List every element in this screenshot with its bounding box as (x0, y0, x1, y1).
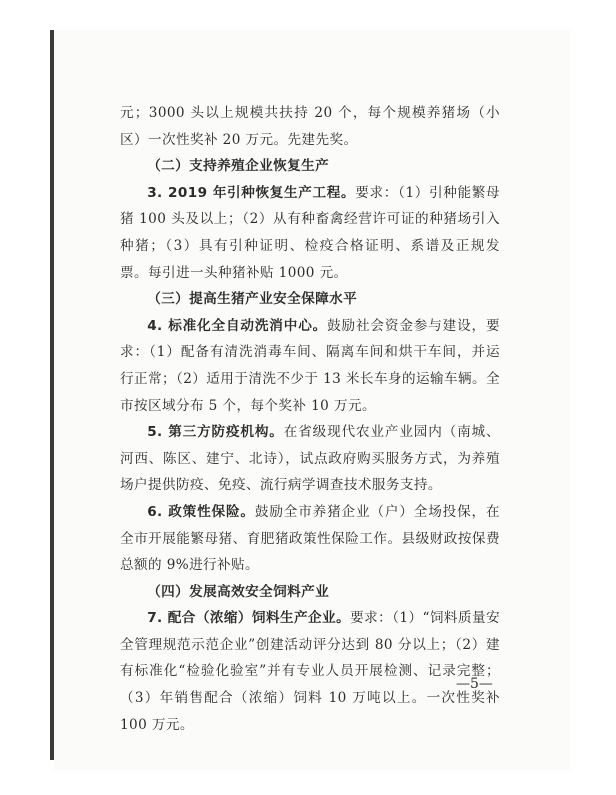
document-body (120, 100, 500, 738)
section-heading-2: （二）支持养殖企业恢复生产 (147, 158, 330, 175)
item-6-title: 6. 政策性保险。 (147, 503, 255, 520)
item-5-body: 在省级现代农业产业园内（南城、河西、陈区、建宁、北诗），试点政府购买服务方式，为养殖场户提供防疫、免疫、流行病学调查技术服务支持。 (120, 424, 500, 494)
item-4-title: 4. 标准化全自动洗消中心。 (147, 317, 328, 334)
item-5-title: 5. 第三方防疫机构。 (147, 424, 284, 441)
item-7-title: 7. 配合（浓缩）饲料生产企业。 (147, 610, 351, 627)
item-5 (120, 419, 500, 499)
item-6 (120, 499, 500, 579)
section-heading-4: （四）发展高效安全饲料产业 (147, 583, 330, 600)
item-3-body: 要求：（1）引种能繁母猪 100 头及以上；（2）从有种畜禽经营许可证的种猪场引入种猪；（3）具有引种证明、检疫合格证明、系谱及正规发票。每引进一头种猪补贴 1000 元。 (120, 184, 500, 281)
page-number: —5— (456, 676, 493, 692)
section-heading-3: （三）提高生猪产业安全保障水平 (147, 291, 358, 308)
item-7 (120, 605, 500, 738)
item-7-body: 要求：（1）“饲料质量安全管理规范示范企业”创建活动评分达到 80 分以上；（2）建有标准化“检验化验室”并有专业人员开展检测、记录完整；（3）年销售配合（浓缩）饲料 10 万吨以上。一次性奖补 100 万元。 (120, 610, 500, 733)
paragraph-continuation: 元；3000 头以上规模共扶持 20 个，每个规模养猪场（小区）一次性奖补 20 万元。先建先奖。 (120, 105, 500, 148)
item-4-body: 鼓励社会资金参与建设，要求：（1）配备有清洗消毒车间、隔离车间和烘干车间，并运行正常；（2）适用于清洗不少于 13 米长车身的运输车辆。全市按区域分布 5 个，每个奖补 10 万元。 (120, 317, 500, 414)
item-3-title: 3. 2019 年引种恢复生产工程。 (147, 184, 356, 201)
item-6-body: 鼓励全市养猪企业（户）全场投保，在全市开展能繁母猪、育肥猪政策性保险工作。县级财政按保费总额的 9%进行补贴。 (120, 503, 500, 574)
item-3 (120, 180, 500, 286)
item-4 (120, 313, 500, 419)
